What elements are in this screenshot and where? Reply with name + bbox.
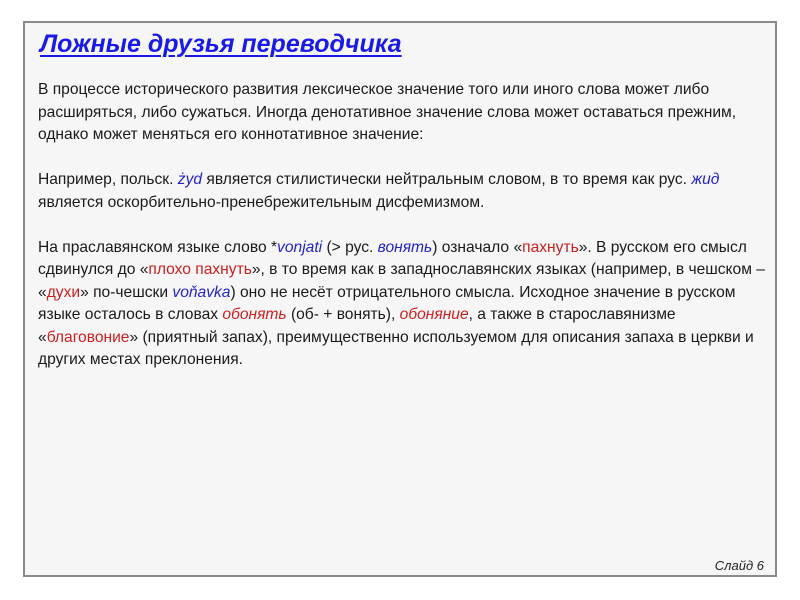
term-russian-zhid: жид — [691, 171, 720, 188]
term-obonyanie: обоняние — [399, 306, 469, 323]
term-obonyat: обонять — [222, 306, 287, 323]
text-segment: (> рус. — [322, 238, 378, 256]
slide-number: Слайд 6 — [714, 558, 764, 573]
text-segment: , а также в старославянизме « — [38, 306, 676, 346]
text-segment: является оскорбительно-пренебрежительным дисфемизмом. — [38, 193, 485, 211]
text-segment: ) означало « — [432, 238, 523, 256]
text-segment: является стилистически нейтральным словом, в то время как рус. — [202, 171, 692, 188]
text-segment: Например, польск. — [38, 171, 178, 188]
text-segment: На праславянском языке слово * — [38, 238, 278, 256]
term-polish-zyd: żyd — [177, 171, 203, 188]
text-segment: ». В русском его смысл сдвинулся до « — [38, 238, 747, 278]
term-plokho-pakhnut: плохо пахнуть — [148, 261, 252, 278]
term-blagovonie: благовоние — [46, 328, 130, 346]
term-dukhi: духи — [46, 283, 81, 301]
term-vonavka: voňavka — [172, 283, 231, 301]
slide-title: Ложные друзья переводчика — [40, 30, 402, 58]
paragraph-example-zhid — [38, 169, 768, 214]
term-vonyat: вонять — [377, 238, 433, 256]
paragraph-intro: В процессе исторического развития лексическое значение того или иного слова может либо расширяться, либо сужаться. Иногда денотативное значение слова может оставаться прежним, однако может меняться его коннотативное значение: — [38, 81, 737, 143]
text-segment: » (приятный запах), преимущественно используемом для описания запаха в церкви и других местах преклонения. — [38, 328, 754, 368]
slide-body — [38, 79, 768, 394]
text-segment: » по-чешски — [80, 283, 173, 301]
paragraph-example-vonjati — [38, 237, 768, 372]
term-vonjati: vonjati — [277, 238, 323, 256]
text-segment: ) оно не несёт отрицательного смысла. Исходное значение в русском языке осталось в словах — [38, 283, 736, 323]
text-segment: (об- + вонять), — [286, 306, 400, 323]
text-segment: », в то время как в западнославянских языках (например, в чешском – « — [38, 261, 765, 301]
term-pakhnut: пахнуть — [522, 238, 579, 256]
